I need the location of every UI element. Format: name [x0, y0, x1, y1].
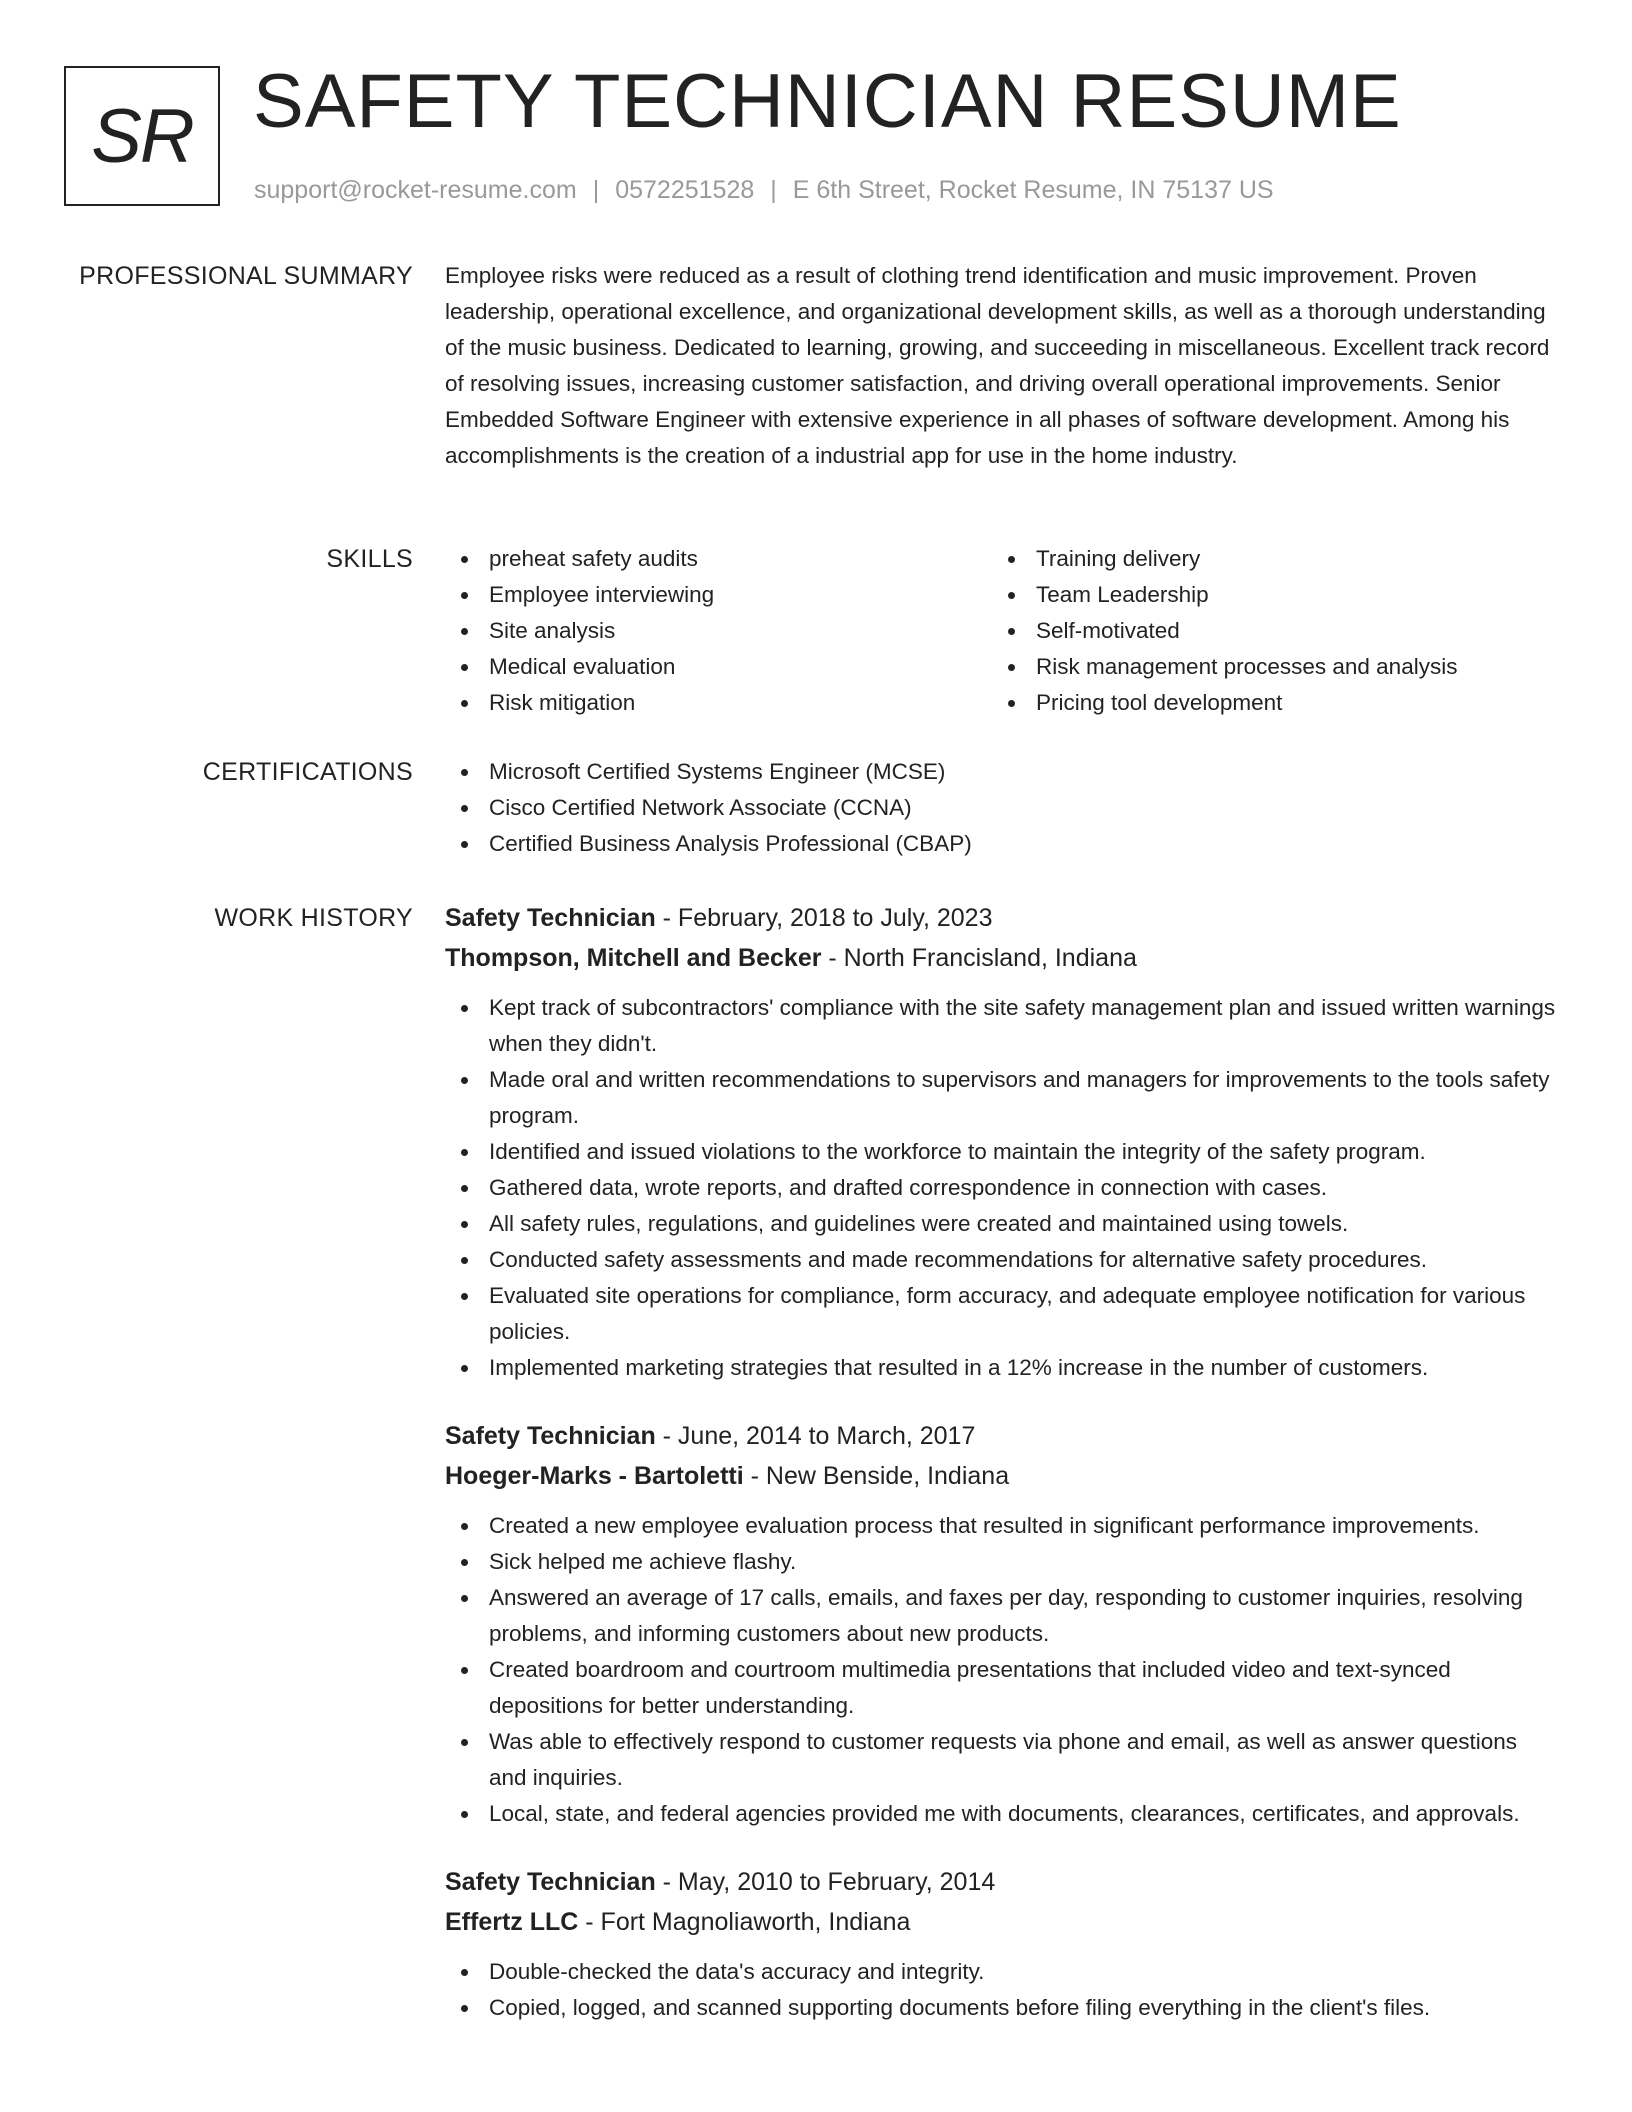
job-entry: [445, 1862, 1560, 2026]
contact-phone[interactable]: 0572251528: [615, 176, 755, 204]
skill-item: Training delivery: [992, 541, 1539, 577]
job-entry: [445, 1416, 1560, 1832]
job-entry: [445, 898, 1560, 1386]
certification-item: Certified Business Analysis Professional (CBAP): [445, 826, 1560, 862]
skill-item: Pricing tool development: [992, 685, 1539, 721]
skill-item: Medical evaluation: [445, 649, 992, 685]
job-company: Hoeger-Marks - Bartoletti: [445, 1462, 744, 1490]
job-company: Effertz LLC: [445, 1908, 579, 1936]
contact-separator: |: [770, 176, 777, 204]
contact-separator: |: [592, 176, 600, 204]
job-bullet: Conducted safety assessments and made recommendations for alternative safety procedures.: [445, 1242, 1560, 1278]
job-bullet: Created a new employee evaluation process that resulted in significant performance improvements.: [445, 1508, 1560, 1544]
skills-body: [445, 541, 1560, 721]
contact-email[interactable]: support@rocket-resume.com: [254, 176, 577, 204]
skill-item: Risk mitigation: [445, 685, 992, 721]
job-dates: - February, 2018 to July, 2023: [655, 904, 993, 932]
job-bullet: Double-checked the data's accuracy and integrity.: [445, 1954, 1560, 1990]
certifications-list: [445, 754, 1560, 862]
job-title-line: [445, 1862, 1560, 1902]
skills-list-left: [445, 541, 992, 721]
contact-line: [254, 174, 1274, 206]
job-title-line: [445, 898, 1560, 938]
job-bullet: Kept track of subcontractors' compliance with the site safety management plan and issued written warnings when they didn't.: [445, 990, 1560, 1062]
work-history-body: [445, 898, 1560, 2026]
job-bullet: Created boardroom and courtroom multimedia presentations that included video and text-synced depositions for better understanding.: [445, 1652, 1560, 1724]
summary-text: Employee risks were reduced as a result of clothing trend identification and music improvement. Proven leadership, operational excellence, and organizational development skills, as well as a thorough understanding of the music business. Dedicated to learning, growing, and succeeding in miscellaneous. Excellent track record of resolving issues, increasing customer satisfaction, and driving overall operational improvements. Senior Embedded Software Engineer with extensive experience in all phases of software development. Among his accomplishments is the creation of a industrial app for use in the home industry.: [445, 263, 1550, 468]
skill-item: Self-motivated: [992, 613, 1539, 649]
job-bullet: Answered an average of 17 calls, emails, and faxes per day, responding to customer inquiries, resolving problems, and informing customers about new products.: [445, 1580, 1560, 1652]
job-bullet: Implemented marketing strategies that resulted in a 12% increase in the number of customers.: [445, 1350, 1560, 1386]
resume-title: SAFETY TECHNICIAN RESUME: [253, 59, 1402, 144]
job-title-line: [445, 1416, 1560, 1456]
job-location: - New Benside, Indiana: [743, 1462, 1010, 1490]
job-bullet: Made oral and written recommendations to supervisors and managers for improvements to the tools safety program.: [445, 1062, 1560, 1134]
job-bullet: Local, state, and federal agencies provided me with documents, clearances, certificates, and approvals.: [445, 1796, 1560, 1832]
job-company-line: [445, 1456, 1560, 1496]
job-location: - Fort Magnoliaworth, Indiana: [578, 1908, 911, 1936]
job-title: Safety Technician: [445, 1422, 656, 1450]
job-bullet: Sick helped me achieve flashy.: [445, 1544, 1560, 1580]
job-bullet: All safety rules, regulations, and guidelines were created and maintained using towels.: [445, 1206, 1560, 1242]
certification-item: Microsoft Certified Systems Engineer (MCSE): [445, 754, 1560, 790]
skill-item: Risk management processes and analysis: [992, 649, 1539, 685]
skills-list-right: [992, 541, 1539, 721]
skill-item: preheat safety audits: [445, 541, 992, 577]
certification-item: Cisco Certified Network Associate (CCNA): [445, 790, 1560, 826]
job-company-line: [445, 938, 1560, 978]
skill-item: Employee interviewing: [445, 577, 992, 613]
job-bullet: Gathered data, wrote reports, and drafted correspondence in connection with cases.: [445, 1170, 1560, 1206]
certifications-heading: CERTIFICATIONS: [202, 758, 413, 786]
job-bullet: Copied, logged, and scanned supporting documents before filing everything in the client's files.: [445, 1990, 1560, 2026]
job-bullets: [445, 1508, 1560, 1832]
monogram-initials: SR: [91, 93, 193, 179]
job-location: - North Francisland, Indiana: [821, 944, 1137, 972]
job-title: Safety Technician: [445, 1868, 656, 1896]
job-bullets: [445, 1954, 1560, 2026]
summary-heading: PROFESSIONAL SUMMARY: [79, 262, 413, 290]
job-dates: - June, 2014 to March, 2017: [655, 1422, 976, 1450]
summary-body: [445, 258, 1560, 474]
job-bullets: [445, 990, 1560, 1386]
job-bullet: Evaluated site operations for compliance, form accuracy, and adequate employee notification for various policies.: [445, 1278, 1560, 1350]
skills-heading: SKILLS: [326, 545, 413, 573]
job-bullet: Identified and issued violations to the workforce to maintain the integrity of the safety program.: [445, 1134, 1560, 1170]
skill-item: Site analysis: [445, 613, 992, 649]
job-bullet: Was able to effectively respond to customer requests via phone and email, as well as answer questions and inquiries.: [445, 1724, 1560, 1796]
skill-item: Team Leadership: [992, 577, 1539, 613]
job-title: Safety Technician: [445, 904, 656, 932]
work-history-heading: WORK HISTORY: [214, 904, 413, 932]
monogram-badge: [64, 66, 220, 206]
job-dates: - May, 2010 to February, 2014: [655, 1868, 996, 1896]
job-company: Thompson, Mitchell and Becker: [445, 944, 822, 972]
certifications-body: [445, 754, 1560, 862]
contact-address: E 6th Street, Rocket Resume, IN 75137 US: [792, 176, 1274, 204]
job-company-line: [445, 1902, 1560, 1942]
